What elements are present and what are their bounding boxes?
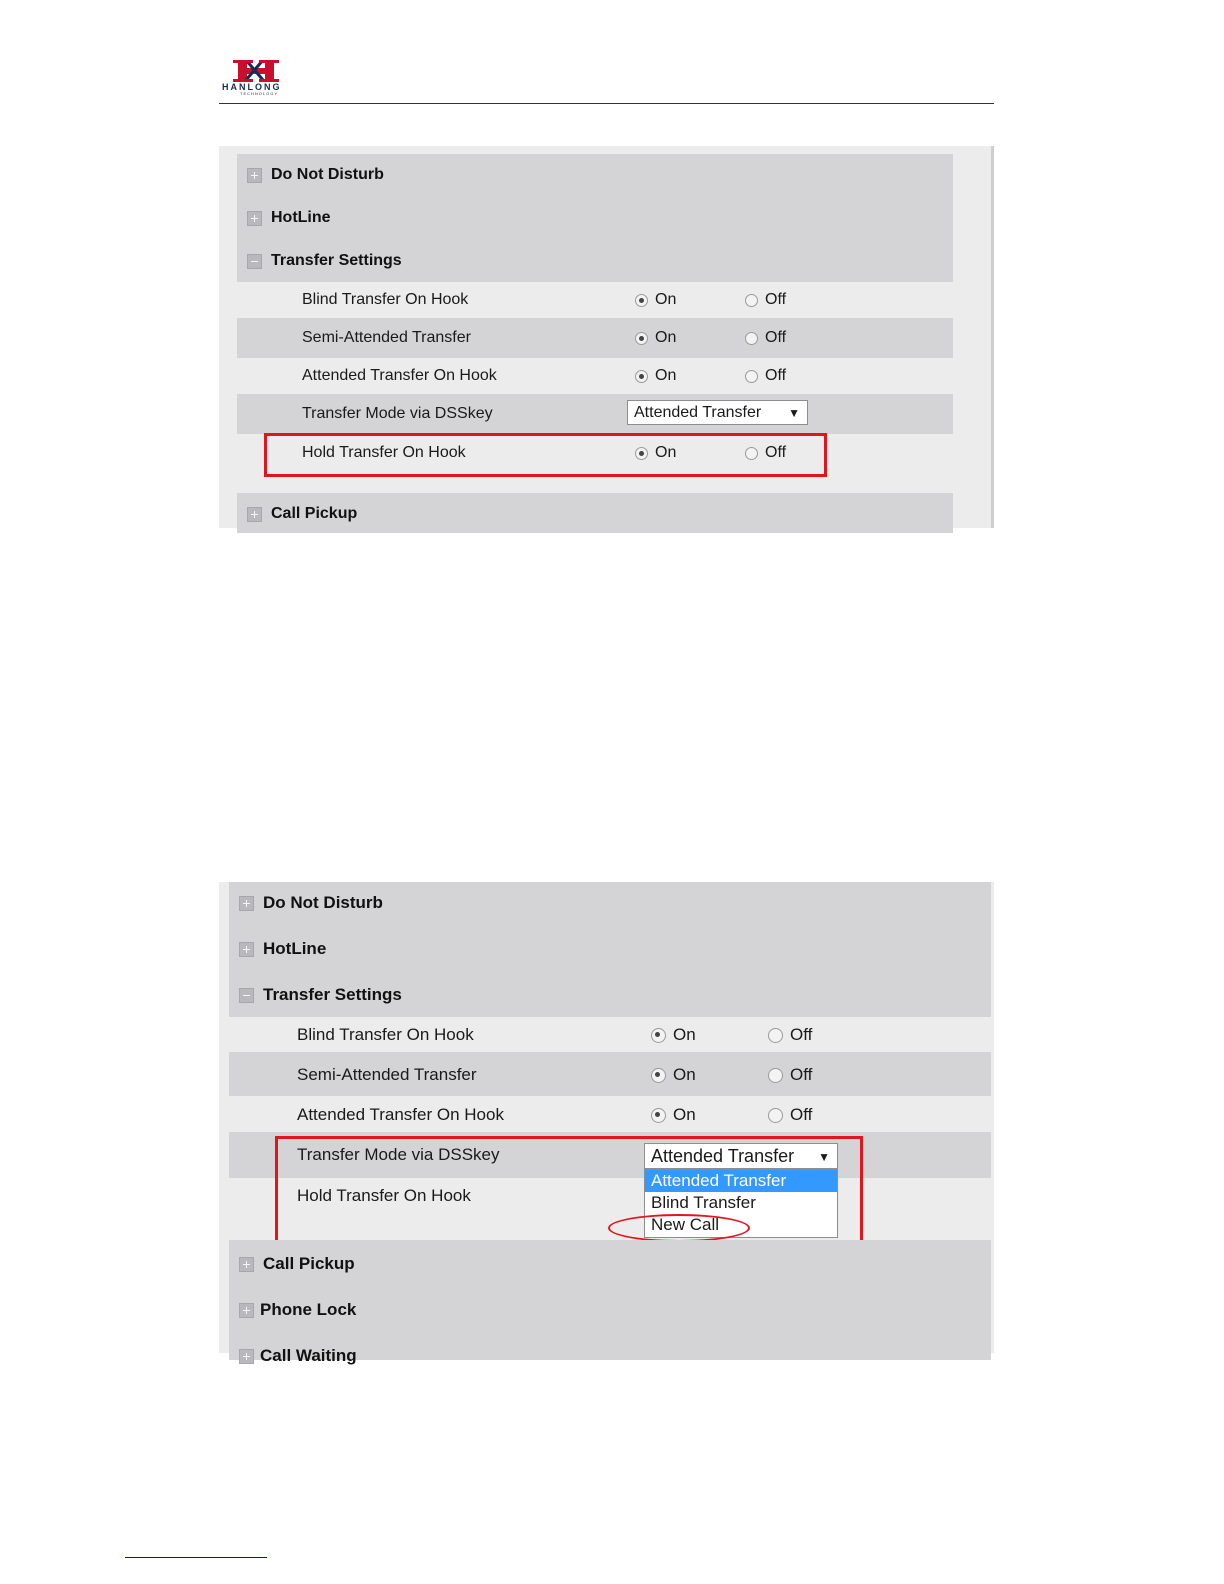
section-label: HotLine xyxy=(271,209,331,226)
section-hotline[interactable] xyxy=(247,209,331,227)
select-value: Attended Transfer xyxy=(634,403,762,421)
row-label: Transfer Mode via DSSkey xyxy=(302,405,493,422)
transfer-mode-select[interactable] xyxy=(627,400,808,425)
radio-dot-selected[interactable] xyxy=(635,370,648,383)
radio-dot[interactable] xyxy=(768,1068,783,1083)
radio-label: On xyxy=(655,444,677,461)
row-transfer-mode-via-dsskey xyxy=(237,394,953,434)
radio-label: On xyxy=(673,1105,696,1124)
minus-icon[interactable] xyxy=(239,988,254,1003)
row-attended-transfer-on-hook xyxy=(237,358,953,394)
radio-off[interactable] xyxy=(768,1065,812,1085)
row-label: Hold Transfer On Hook xyxy=(302,444,466,461)
plus-icon[interactable] xyxy=(247,507,262,522)
radio-dot-selected[interactable] xyxy=(635,294,648,307)
radio-off[interactable] xyxy=(745,291,786,309)
radio-dot-selected[interactable] xyxy=(635,332,648,345)
radio-on[interactable] xyxy=(635,367,676,385)
plus-icon[interactable] xyxy=(239,1303,254,1318)
radio-on[interactable] xyxy=(635,291,676,309)
radio-label: Off xyxy=(765,444,787,461)
section-transfer-settings[interactable] xyxy=(247,252,402,270)
radio-label: On xyxy=(655,291,677,308)
radio-dot[interactable] xyxy=(768,1028,783,1043)
highlight-box xyxy=(264,433,827,477)
row-label: Blind Transfer On Hook xyxy=(297,1025,474,1044)
section-hotline[interactable] xyxy=(239,939,326,959)
radio-label: On xyxy=(673,1065,696,1084)
radio-dot[interactable] xyxy=(745,294,758,307)
row-label: Attended Transfer On Hook xyxy=(302,367,497,384)
row-blind-transfer-on-hook xyxy=(237,282,953,318)
radio-dot-selected[interactable] xyxy=(651,1028,666,1043)
plus-icon[interactable] xyxy=(239,942,254,957)
footer-link-underline[interactable] xyxy=(125,1557,267,1558)
section-label: Transfer Settings xyxy=(263,985,402,1004)
section-call-pickup[interactable] xyxy=(239,1254,355,1274)
radio-dot-selected[interactable] xyxy=(651,1108,666,1123)
row-blind-transfer-on-hook xyxy=(229,1017,991,1052)
radio-label: On xyxy=(655,329,677,346)
row-label: Blind Transfer On Hook xyxy=(302,291,469,308)
section-label: Do Not Disturb xyxy=(271,166,384,183)
section-label: Phone Lock xyxy=(260,1300,357,1319)
radio-on[interactable] xyxy=(651,1025,696,1045)
logo-subtext: TECHNOLOGY xyxy=(240,91,279,96)
option-attended-transfer[interactable]: Attended Transfer xyxy=(645,1170,837,1192)
chevron-down-icon[interactable]: ▼ xyxy=(818,1150,830,1164)
radio-dot[interactable] xyxy=(745,370,758,383)
section-transfer-settings[interactable] xyxy=(239,985,402,1005)
radio-label: Off xyxy=(790,1025,813,1044)
radio-label: On xyxy=(673,1025,696,1044)
section-phone-lock[interactable] xyxy=(239,1300,356,1320)
radio-label: Off xyxy=(765,291,787,308)
section-call-waiting[interactable] xyxy=(239,1346,357,1366)
row-label: Semi-Attended Transfer xyxy=(302,329,471,346)
radio-dot[interactable] xyxy=(768,1108,783,1123)
radio-dot-selected[interactable] xyxy=(651,1068,666,1083)
highlight-box xyxy=(275,1136,863,1248)
section-label: Call Waiting xyxy=(260,1346,357,1365)
minus-icon[interactable] xyxy=(247,254,262,269)
option-blind-transfer[interactable]: Blind Transfer xyxy=(651,1193,756,1212)
radio-off[interactable] xyxy=(745,329,786,347)
screenshot-transfer-settings xyxy=(219,146,994,528)
section-label: Call Pickup xyxy=(263,1254,355,1273)
row-label: Hold Transfer On Hook xyxy=(297,1186,471,1205)
section-do-not-disturb[interactable] xyxy=(247,166,384,184)
plus-icon[interactable] xyxy=(247,211,262,226)
radio-off[interactable] xyxy=(745,367,786,385)
radio-dot[interactable] xyxy=(745,332,758,345)
radio-on[interactable] xyxy=(651,1065,696,1085)
chevron-down-icon[interactable]: ▼ xyxy=(788,406,800,420)
logo-text: HANLONG xyxy=(222,82,282,92)
plus-icon[interactable] xyxy=(239,896,254,911)
row-label: Transfer Mode via DSSkey xyxy=(297,1145,500,1164)
row-label: Attended Transfer On Hook xyxy=(297,1105,504,1124)
section-label: Transfer Settings xyxy=(271,252,402,269)
section-label: Call Pickup xyxy=(271,505,358,522)
row-semi-attended-transfer xyxy=(229,1052,991,1096)
plus-icon[interactable] xyxy=(239,1349,254,1364)
radio-on[interactable] xyxy=(635,329,676,347)
plus-icon[interactable] xyxy=(247,168,262,183)
row-semi-attended-transfer xyxy=(237,318,953,358)
header-divider xyxy=(219,103,994,104)
plus-icon[interactable] xyxy=(239,1257,254,1272)
section-call-pickup[interactable] xyxy=(247,505,357,523)
section-do-not-disturb[interactable] xyxy=(239,893,383,913)
radio-label: On xyxy=(655,367,677,384)
row-attended-transfer-on-hook xyxy=(229,1096,991,1132)
radio-off[interactable] xyxy=(768,1105,812,1125)
section-label: HotLine xyxy=(263,939,327,958)
row-label: Semi-Attended Transfer xyxy=(297,1065,477,1084)
radio-label: Off xyxy=(765,329,787,346)
radio-off[interactable] xyxy=(768,1025,812,1045)
radio-label: Off xyxy=(790,1105,813,1124)
option-new-call[interactable]: New Call xyxy=(651,1215,720,1234)
select-value: Attended Transfer xyxy=(651,1145,795,1166)
radio-label: Off xyxy=(765,367,787,384)
frame-border xyxy=(991,146,994,528)
radio-label: Off xyxy=(790,1065,813,1084)
screenshot-transfer-mode-dropdown xyxy=(219,882,994,1365)
highlight-ellipse-new-call xyxy=(608,1214,750,1242)
radio-on[interactable] xyxy=(651,1105,696,1125)
section-label: Do Not Disturb xyxy=(263,893,383,912)
